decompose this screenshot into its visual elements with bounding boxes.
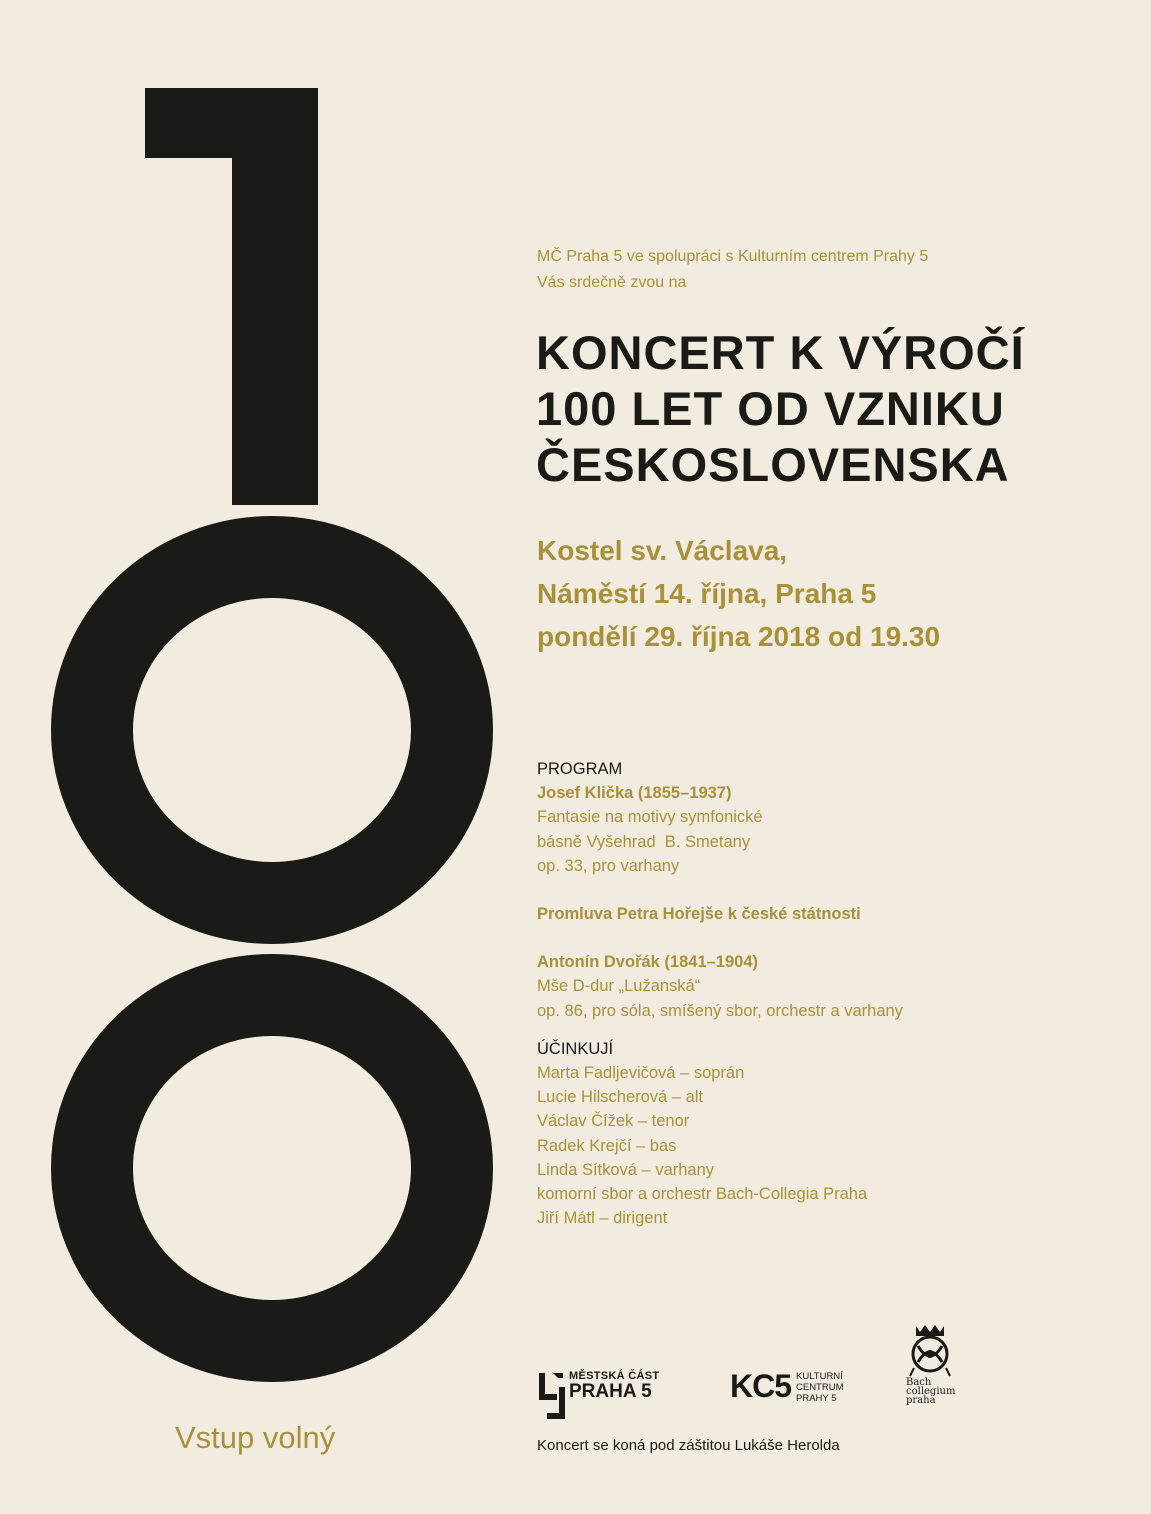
intro-line: Vás srdečně zvou na (537, 274, 687, 291)
piece-line: básně Vyšehrad B. Smetany (537, 832, 751, 851)
program-label: PROGRAM (537, 760, 623, 778)
concert-title (536, 325, 1025, 493)
digit-one (145, 88, 318, 505)
digit-zero-lower (92, 995, 452, 1341)
performer-item: komorní sbor a orchestr Bach-Collegia Praha (537, 1185, 868, 1204)
bach-logo-text (898, 1378, 968, 1405)
piece-line: Fantasie na motivy symfonické (537, 808, 763, 827)
performer-item: Marta Fadljevičová – soprán (537, 1064, 745, 1083)
praha5-logo (537, 1367, 677, 1425)
intro-line: MČ Praha 5 ve spolupráci s Kulturním centrem Prahy 5 (537, 248, 929, 265)
crest-icon (904, 1322, 956, 1378)
performer-item: Linda Sítková – varhany (537, 1160, 715, 1179)
performer-item: Radek Krejčí – bas (537, 1136, 677, 1155)
performers-label: ÚČINKUJÍ (537, 1039, 614, 1058)
program-section (537, 757, 903, 1230)
title-line: 100 LET OD VZNIKU (536, 382, 1005, 435)
intro-text (537, 244, 928, 296)
bach-logo-line: praha (906, 1395, 936, 1406)
big-100-graphic (0, 0, 520, 1514)
piece-line: op. 33, pro varhany (537, 856, 680, 875)
performer-item: Jiří Mátl – dirigent (537, 1209, 668, 1228)
venue-date: pondělí 29. října 2018 od 19.30 (537, 621, 941, 652)
kc5-logo-mark: KC5 (730, 1368, 792, 1404)
bach-logo-line: Bach (906, 1377, 932, 1388)
digit-zero-upper (92, 557, 452, 903)
kc5-logo-line: KULTURNÍ (796, 1371, 843, 1382)
piece-line: Mše D-dur „Lužanská“ (537, 977, 701, 996)
bach-collegium-logo (898, 1322, 968, 1412)
composer-dvorak: Antonín Dvořák (1841–1904) (537, 953, 759, 972)
performer-item: Václav Čížek – tenor (537, 1112, 690, 1131)
admission-text: Vstup volný (175, 1420, 336, 1455)
performer-item: Lucie Hilscherová – alt (537, 1088, 703, 1107)
praha5-logo-line2: PRAHA 5 (569, 1381, 652, 1402)
kc5-logo (730, 1370, 850, 1410)
title-line: KONCERT K VÝROČÍ (536, 326, 1025, 379)
title-line: ČESKOSLOVENSKA (536, 438, 1010, 491)
venue-info (537, 529, 940, 658)
venue-line: Kostel sv. Václava, (537, 535, 788, 566)
kc5-logo-text (796, 1371, 844, 1404)
piece-line: op. 86, pro sóla, smíšený sbor, orchestr a varhany (537, 1001, 903, 1020)
bach-logo-line: collegium (906, 1386, 956, 1397)
speech-line: Promluva Petra Hořejše k české státnosti (537, 905, 861, 924)
praha5-logo-line1: MĚSTSKÁ ČÁST (569, 1370, 660, 1382)
kc5-logo-line: PRAHY 5 (796, 1393, 837, 1404)
venue-line: Náměstí 14. října, Praha 5 (537, 578, 877, 609)
praha5-logo-mark (537, 1367, 571, 1425)
patronage-footer: Koncert se koná pod záštitou Lukáše Herolda (537, 1437, 840, 1454)
kc5-logo-line: CENTRUM (796, 1382, 844, 1393)
composer-klicka: Josef Klička (1855–1937) (537, 784, 732, 803)
